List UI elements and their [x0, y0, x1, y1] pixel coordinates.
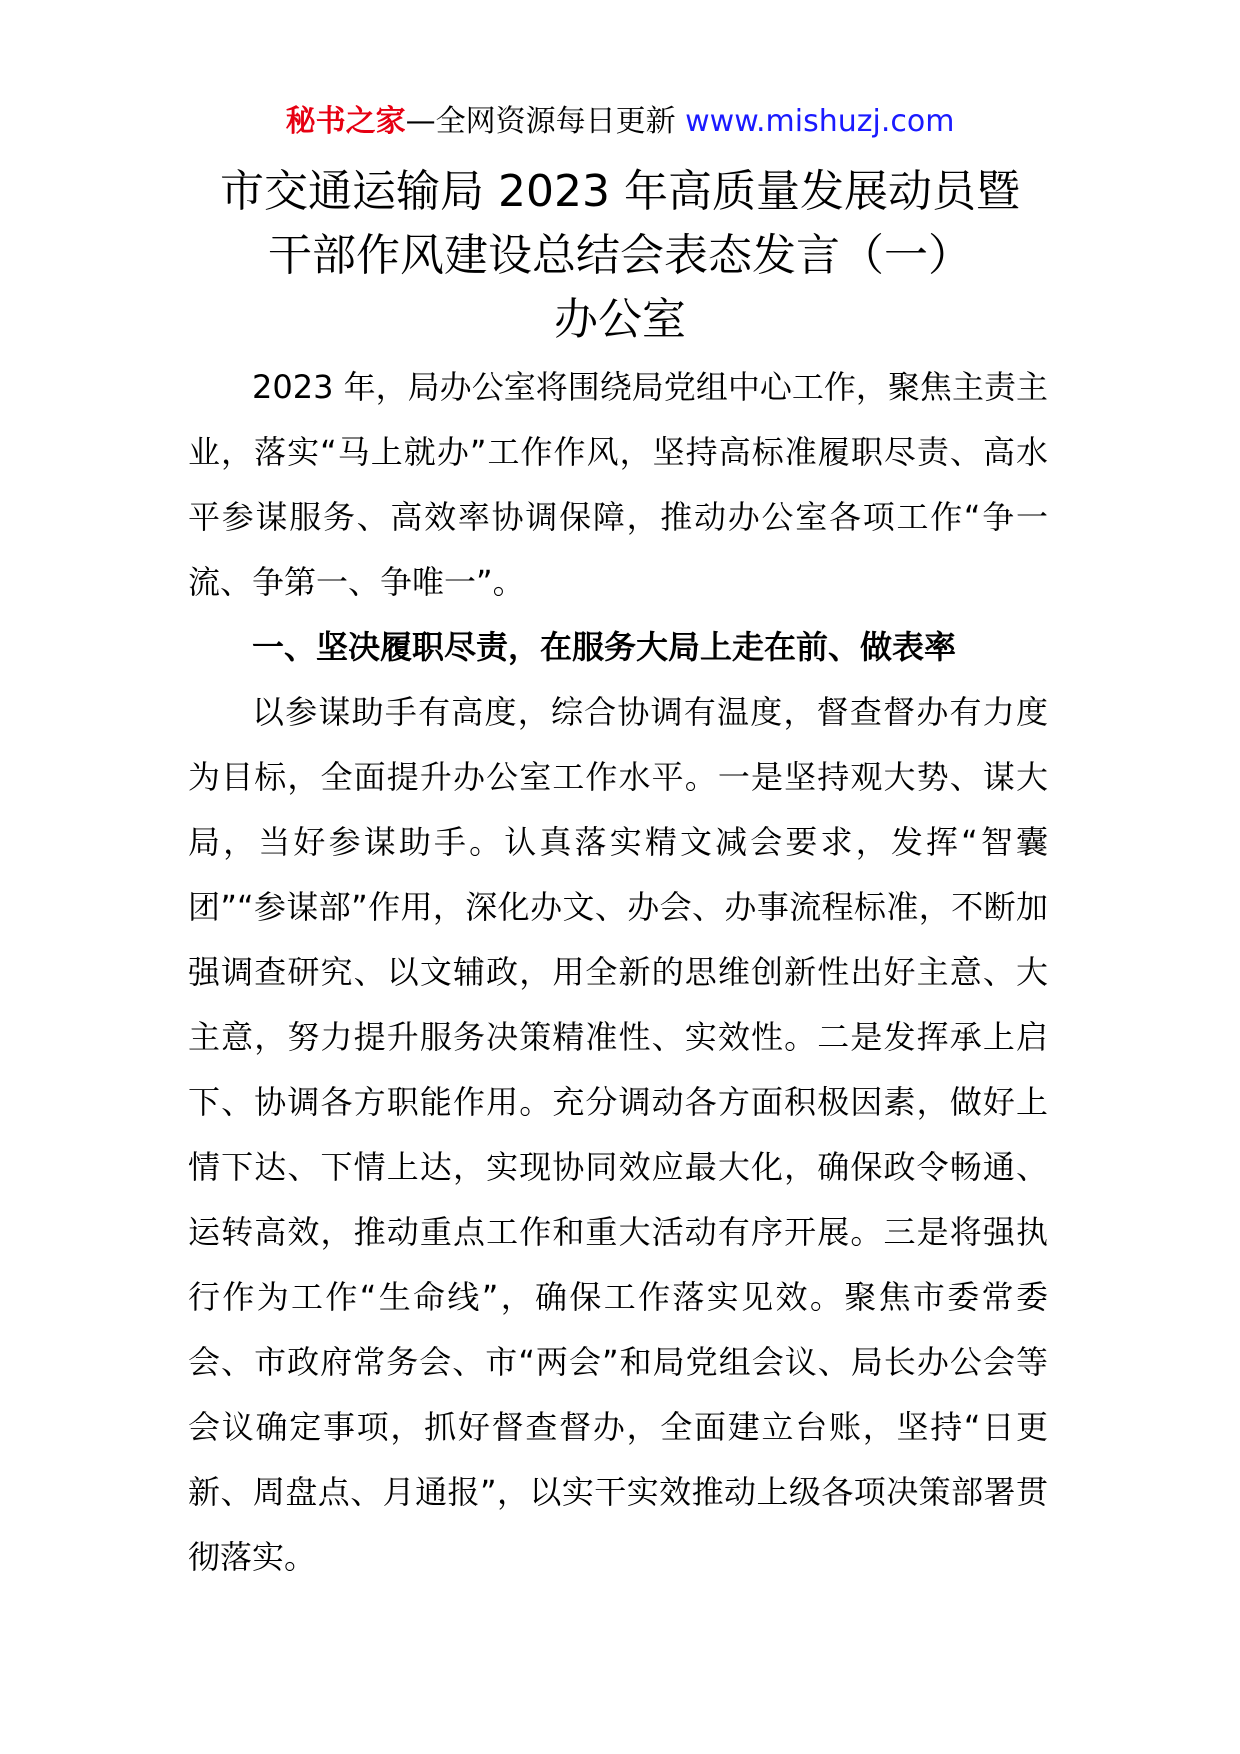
site-header — [0, 100, 1240, 144]
header-tagline: —全网资源每日更新 — [405, 104, 686, 139]
document-author: 办公室 — [554, 294, 686, 345]
document-title-line-1: 市交通运输局 2023 年高质量发展动员暨 — [220, 166, 1020, 217]
brand-name: 秘书之家 — [285, 104, 406, 139]
intro-paragraph: 2023 年，局办公室将围绕局党组中心工作，聚焦主责主业，落实“马上就办”工作作风，坚持高标准履职尽责、高水平参谋服务、高效率协调保障，推动办公室各项工作“争一流、争第一、争唯一”。 — [188, 368, 1048, 601]
document-title-line-2: 干部作风建设总结会表态发言（一） — [268, 230, 972, 281]
site-url[interactable]: www.mishuzj.com — [685, 104, 955, 139]
section-paragraph-1: 以参谋助手有高度，综合协调有温度，督查督办有力度为目标，全面提升办公室工作水平。一是坚持观大势、谋大局，当好参谋助手。认真落实精文减会要求，发挥“智囊团”“参谋部”作用，深化办文、办会、办事流程标准，不断加强调查研究、以文辅政，用全新的思维创新性出好主意、大主意，努力提升服务决策精准性、实效性。二是发挥承上启下、协调各方职能作用。充分调动各方面积极因素，做好上情下达、下情上达，实现协同效应最大化，确保政令畅通、运转高效，推动重点工作和重大活动有序开展。三是将强执行作为工作“生命线”，确保工作落实见效。聚焦市委常委会、市政府常务会、市“两会”和局党组会议、局长办公会等会议确定事项，抓好督查督办，全面建立台账，坚持“日更新、周盘点、月通报”，以实干实效推动上级各项决策部署贯彻落实。 — [188, 693, 1048, 1576]
document-body — [188, 355, 1048, 1590]
section-heading-1: 一、坚决履职尽责，在服务大局上走在前、做表率 — [252, 628, 957, 666]
